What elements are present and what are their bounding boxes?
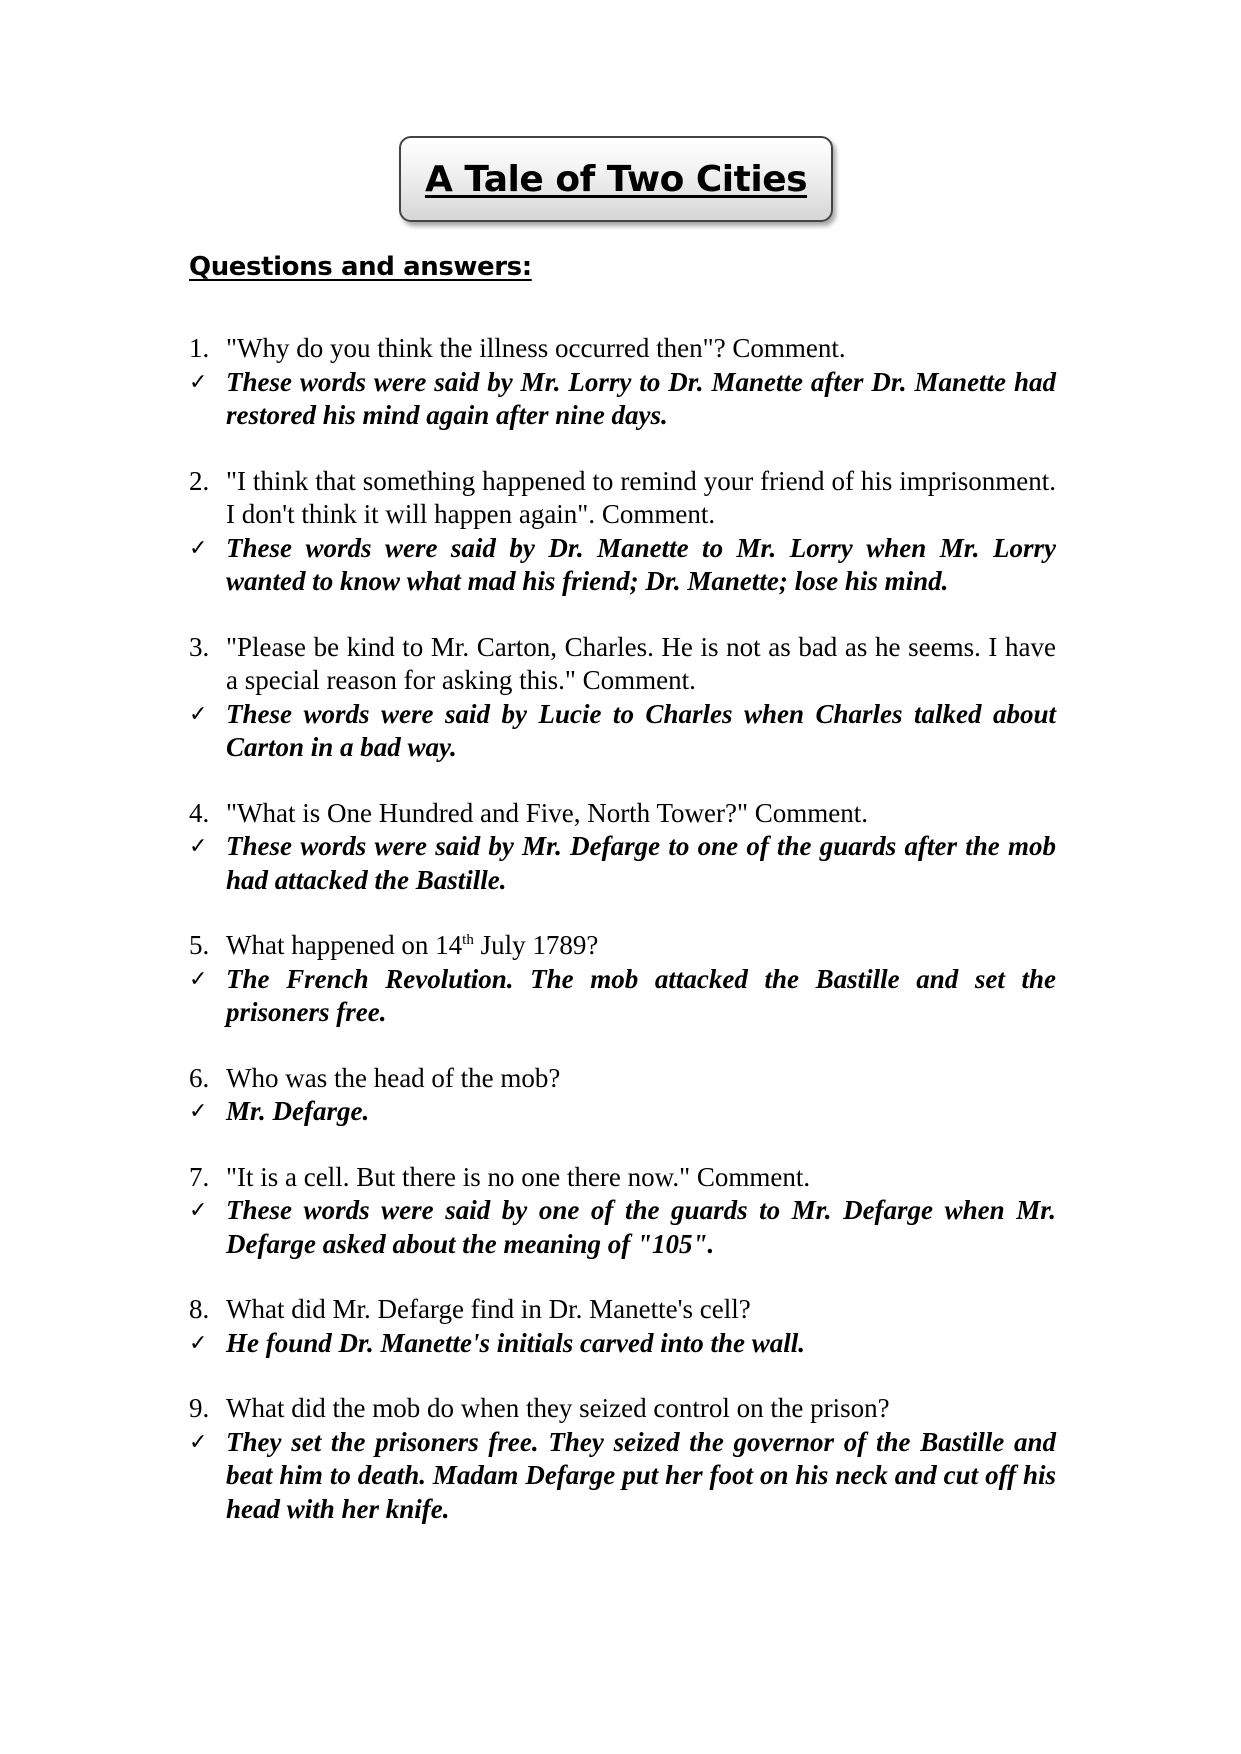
check-icon: ✓ [189,1429,208,1455]
answer-row [189,830,1056,897]
title-box [399,136,833,222]
question-row [189,1062,1056,1096]
question-text: What did Mr. Defarge find in Dr. Manette's cell? [226,1294,751,1324]
qa-item [189,631,1056,765]
question-text: "What is One Hundred and Five, North Tower?" Comment. [226,797,869,828]
qa-item [189,929,1056,1030]
answer-row [189,698,1056,765]
qa-item [189,1293,1056,1360]
qa-item [189,332,1056,433]
answer-row [189,1426,1056,1527]
question-row [189,1392,1056,1426]
question-text [226,929,1056,963]
check-icon: ✓ [189,834,208,859]
check-icon: ✓ [189,369,208,395]
question-row [189,1161,1056,1195]
question-text: "It is a cell. But there is no one there now." Comment. [226,1161,811,1192]
check-icon: ✓ [189,966,208,992]
question-number: 8. [189,1294,210,1324]
answer-text: These words were said by Dr. Manette to Mr. Lorry when Mr. Lorry wanted to know what mad his friend; Dr. Manette; lose his mind. [226,532,1056,596]
answer-row [189,366,1056,433]
question-number: 2. [189,465,210,496]
answer-row [189,532,1056,599]
question-number: 9. [189,1393,210,1423]
answer-text: These words were said by Mr. Lorry to Dr. Manette after Dr. Manette had restored his mind again after nine days. [226,366,1056,430]
question-text-before: What happened on 14 [226,930,463,960]
qa-item [189,1392,1056,1526]
question-row [189,631,1056,698]
question-text: What did the mob do when they seized control on the prison? [226,1393,890,1423]
answer-row [189,1095,1056,1129]
check-icon: ✓ [189,1330,208,1356]
answer-text: These words were said by one of the guards to Mr. Defarge when Mr. Defarge asked about the meaning of "105". [226,1195,1056,1259]
question-text: "I think that something happened to remind your friend of his imprisonment. I don't think it will happen again". Comment. [226,465,1056,529]
answer-text: These words were said by Lucie to Charles when Charles talked about Carton in a bad way. [226,698,1056,762]
question-row [189,797,1056,831]
section-heading: Questions and answers: [189,252,532,282]
document-title: A Tale of Two Cities [424,158,808,200]
qa-item [189,1062,1056,1129]
answer-row [189,1327,1056,1361]
answer-row [189,963,1056,1030]
question-row [189,332,1056,366]
answer-row [189,1194,1056,1261]
question-row [189,1293,1056,1327]
qa-item [189,1161,1056,1262]
question-number: 5. [189,930,210,960]
question-row [189,929,1056,963]
answer-text: They set the prisoners free. They seized the governor of the Bastille and beat him to death. Madam Defarge put her foot on his neck and cut off his head with her knife. [226,1426,1056,1524]
check-icon: ✓ [189,1198,208,1223]
check-icon: ✓ [189,535,208,561]
check-icon: ✓ [189,1099,208,1124]
ordinal-suffix: th [462,932,474,948]
answer-text: Mr. Defarge. [226,1096,370,1126]
answer-text: These words were said by Mr. Defarge to one of the guards after the mob had attacked the Bastille. [226,831,1056,895]
check-icon: ✓ [189,701,208,727]
answer-text: He found Dr. Manette's initials carved into the wall. [226,1327,806,1358]
question-number: 4. [189,797,210,828]
question-text: "Why do you think the illness occurred then"? Comment. [226,333,846,363]
qa-item [189,465,1056,599]
qa-item [189,797,1056,898]
question-number: 3. [189,631,210,662]
question-number: 1. [189,333,210,363]
qa-list [189,332,1056,1558]
question-text-after: July 1789? [473,930,599,960]
question-text: "Please be kind to Mr. Carton, Charles. He is not as bad as he seems. I have a special reason for asking this." Comment. [226,631,1056,695]
question-text: Who was the head of the mob? [226,1062,561,1093]
question-number: 7. [189,1161,210,1192]
answer-text: The French Revolution. The mob attacked the Bastille and set the prisoners free. [226,963,1056,1027]
question-number: 6. [189,1062,210,1093]
question-row [189,465,1056,532]
